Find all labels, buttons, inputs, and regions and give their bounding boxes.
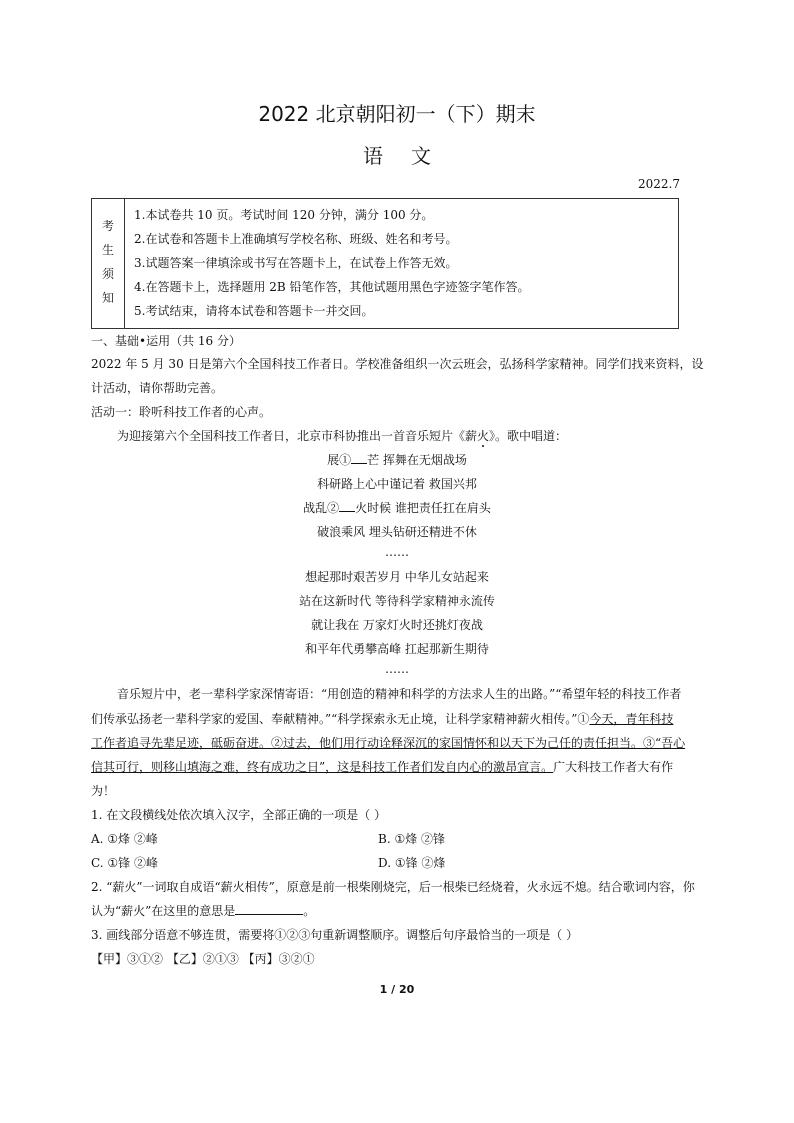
page-title: 2022 北京朝阳初一（下）期末 bbox=[258, 102, 536, 126]
question-2: 2. “薪火”一词取自成语“薪火相传”，原意是前一根柴刚烧完，后一根柴已经烧着，火永远不熄。结合歌词内容，你 bbox=[91, 880, 695, 894]
question-2-line: 认为“薪火”在这里的意思是 。 bbox=[91, 904, 316, 918]
subject-title: 语文 bbox=[363, 144, 459, 168]
paragraph-intro: 为迎接第六个全国科技工作者日，北京市科协推出一首音乐短片《薪火》。歌中唱道： bbox=[117, 429, 568, 443]
notice-heading bbox=[92, 199, 125, 328]
question-3-options: 【甲】③①② 【乙】②①③ 【丙】③②① bbox=[91, 952, 315, 966]
option-b[interactable]: B. ①烽 ②锋 bbox=[378, 832, 446, 846]
lyric-line: 展① 芒 挥舞在无烟战场 bbox=[327, 453, 467, 467]
notice-item: 1.本试卷共 10 页。考试时间 120 分钟，满分 100 分。 bbox=[134, 208, 434, 222]
exam-date: 2022.7 bbox=[638, 177, 680, 191]
lyric-ellipsis: …… bbox=[385, 662, 409, 676]
paragraph-line: 音乐短片中，老一辈科学家深情寄语：“用创造的精神和科学的方法求人生的出路。”“希望年轻的科技工作者 bbox=[117, 687, 682, 701]
lyric-line: 破浪乘风 埋头钻研还精进不休 bbox=[317, 525, 477, 539]
option-a[interactable]: A. ①烽 ②峰 bbox=[91, 832, 158, 846]
fill-blank[interactable] bbox=[339, 500, 355, 512]
paragraph-line bbox=[91, 734, 685, 751]
notice-heading-char: 生 bbox=[101, 243, 114, 257]
lyric-line: 就让我在 万家灯火时还挑灯夜战 bbox=[311, 618, 483, 632]
paragraph-line: 信其可行，则移山填海之难，终有成功之日”，这是科技工作者们发自内心的激昂宣言。广大科技工作者大有作 bbox=[91, 760, 674, 774]
page-number: 1 / 20 bbox=[379, 983, 415, 996]
notice-heading-char: 知 bbox=[101, 291, 114, 305]
activity-heading: 活动一：聆听科技工作者的心声。 bbox=[91, 405, 272, 419]
option-c[interactable]: C. ①锋 ②峰 bbox=[91, 856, 158, 870]
lyric-ellipsis: …… bbox=[385, 545, 409, 559]
lyric-line: 科研路上心中谨记着 救国兴邦 bbox=[317, 477, 477, 491]
notice-heading-char: 考 bbox=[101, 219, 114, 233]
underlined-text: 工作者追寻先辈足迹，砥砺奋进。②过去，他们用行动诠释深沉的家国情怀和以天下为己任的责任担当。③“吾心 bbox=[91, 736, 686, 750]
lyric-line: 战乱② 火时候 谁把责任扛在肩头 bbox=[303, 501, 491, 515]
lyric-line: 想起那时艰苦岁月 中华儿女站起来 bbox=[305, 570, 489, 584]
option-d[interactable]: D. ①锋 ②烽 bbox=[378, 856, 446, 870]
underlined-text: 今天，青年科技 bbox=[589, 712, 674, 726]
intro-text: 2022 年 5 月 30 日是第六个全国科技工作者日。学校准备组织一次云班会，弘扬科学家精神。同学们找来资料，设 bbox=[91, 357, 704, 371]
intro-text: 计活动，请你帮助完善。 bbox=[91, 381, 224, 395]
notice-item: 3.试题答案一律填涂或书写在答题卡上，在试卷上作答无效。 bbox=[134, 256, 458, 270]
notice-item: 2.在试卷和答题卡上准确填写学校名称、班级、姓名和考号。 bbox=[134, 232, 458, 246]
lyric-line: 和平年代勇攀高峰 扛起那新生期待 bbox=[305, 642, 489, 656]
paragraph-line: 们传承弘扬老一辈科学家的爱国、奉献精神。”“科学探索永无止境，让科学家精神薪火相传。”①今天，青年科技 bbox=[91, 712, 674, 726]
underlined-text: 信其可行，则移山填海之难，终有成功之日”，这是科技工作者们发自内心的激昂宣言。 bbox=[91, 760, 554, 774]
question-1: 1. 在文段横线处依次填入汉字，全部正确的一项是（ ） bbox=[91, 808, 387, 822]
notice-item: 4.在答题卡上，选择题用 2B 铅笔作答，其他试题用黑色字迹签字笔作答。 bbox=[134, 280, 530, 294]
question-3: 3. 画线部分语意不够连贯，需要将①②③句重新调整顺序。调整后句序最恰当的一项是（ ） bbox=[91, 928, 579, 942]
paragraph-line: 为！ bbox=[91, 784, 116, 798]
fill-blank[interactable] bbox=[351, 452, 367, 464]
lyric-line: 站在这新时代 等待科学家精神永流传 bbox=[299, 594, 495, 608]
notice-heading-char: 须 bbox=[101, 267, 114, 281]
section-heading: 一、基础•运用（共 16 分） bbox=[91, 334, 241, 348]
notice-item: 5.考试结束，请将本试卷和答题卡一并交回。 bbox=[134, 304, 374, 318]
emphasis-dot-char: 火 bbox=[477, 429, 490, 443]
answer-blank[interactable] bbox=[235, 903, 303, 915]
exam-notice-box bbox=[91, 198, 679, 329]
